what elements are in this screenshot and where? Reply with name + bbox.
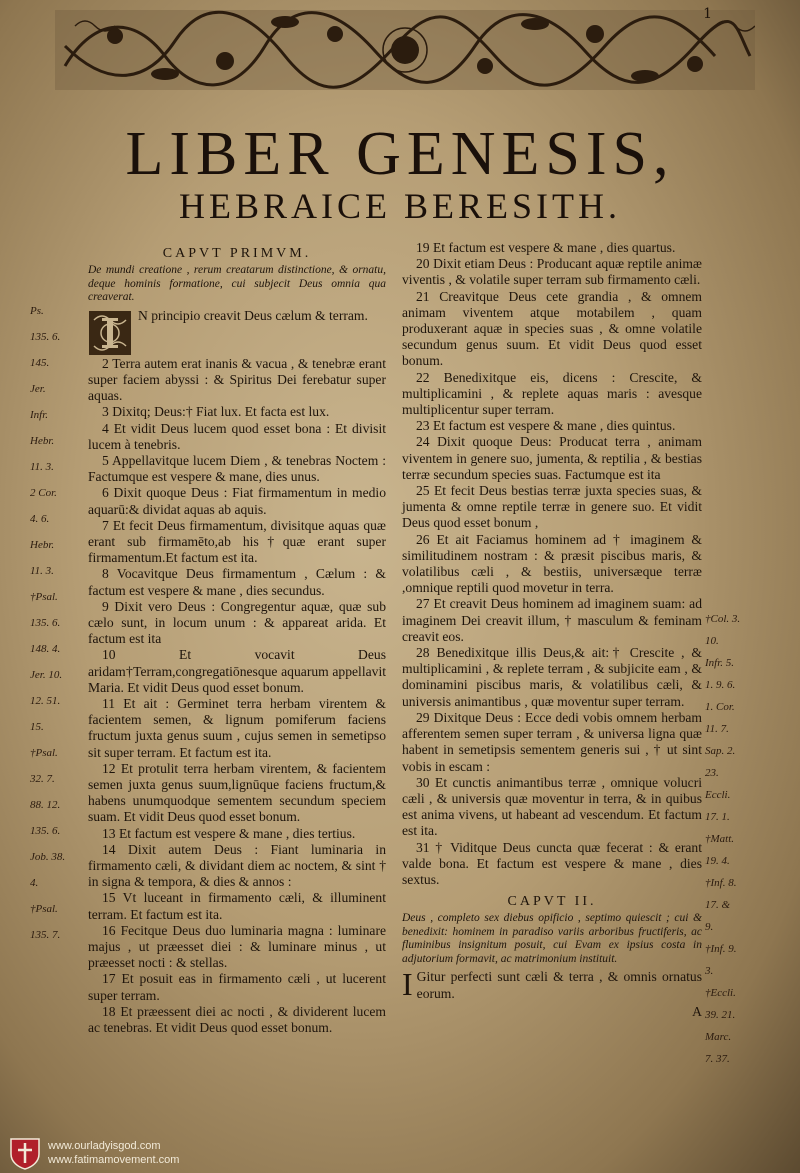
- verse-13: 13 Et factum est vespere & mane , dies tertius.: [102, 825, 356, 841]
- verse-25: 25 Et fecit Deus bestias terræ juxta species suas, & jumenta & omne reptile terræ in genere suo. Et vidit Deus quod esset bonum ,: [402, 483, 702, 531]
- right-margin-note: †Col. 3.: [705, 613, 741, 625]
- left-margin-note: †Psal.: [30, 591, 58, 603]
- verse-3: 3 Dixitq; Deus:† Fiat lux. Et facta est lux.: [102, 404, 330, 420]
- verse-19: 19 Et factum est vespere & mane , dies quartus.: [416, 240, 676, 255]
- right-margin-note: 1. 9. 6.: [705, 679, 736, 691]
- left-margin-note: 12. 51.: [30, 695, 61, 707]
- left-margin-note: 135. 6.: [30, 331, 61, 343]
- book-title: LIBER GENESIS,: [125, 120, 675, 188]
- left-margin-note: 11. 3.: [30, 461, 54, 473]
- right-margin-note: 17. 1.: [705, 811, 730, 823]
- verse-8: 8 Vocavitque Deus firmamentum , Cælum : & factum est vespere & mane , dies secundus.: [88, 566, 386, 598]
- right-margin-note: 17. &: [705, 899, 731, 911]
- left-margin-note: 11. 3.: [30, 565, 54, 577]
- left-margin-note: 2 Cor.: [30, 487, 57, 499]
- verse-21: 21 Creavitque Deus cete grandia , & omnem animam viventem atque motabilem , quam produxerant aquæ in species suas , & omne volatile secundum genus suum. Et vidit Deus quod esset bonum.: [402, 288, 702, 369]
- verse-29: 29 Dixitque Deus : Ecce dedi vobis omnem herbam afferentem semen super terram , & universa ligna quæ habent in semetipsis sementem generis sui , † ut sint vobis in escam :: [402, 709, 702, 774]
- right-margin-note: †Eccli.: [705, 987, 736, 999]
- left-margin-note: Job. 38.: [30, 851, 66, 863]
- verse-1-block: [88, 308, 386, 356]
- verse-10: 10 Et vocavit Deus aridam†Terram,congregatiōnesque aquarum appellavit Maria. Et vidit Deus quod esset bonum.: [88, 647, 386, 695]
- left-margin-notes: [30, 305, 86, 955]
- book-subtitle: HEBRAICE BERESITH.: [178, 186, 621, 226]
- right-margin-note: 23.: [705, 767, 719, 779]
- verse-26: 26 Et ait Faciamus hominem ad † imaginem & similitudinem nostram : & præsit piscibus maris, & volatilibus cæli , & bestiis, universæque terræ ,omnique reptili quod movetur in terra.: [402, 531, 702, 596]
- verse-22: 22 Benedixitque eis, dicens : Crescite, & multiplicamini , & replete aquas maris : avesque multiplicentur super terram.: [402, 369, 702, 418]
- verse-12: 12 Et protulit terra herbam virentem, & facientem semen juxta genus suum,lignūque faciens fructum,& habens unumquodque sementem secundum speciem suam. Et vidit Deus quod esset bonum.: [88, 760, 386, 825]
- verse-27: 27 Et creavit Deus hominem ad imaginem suam: ad imaginem Dei creavit illum, † masculum & feminam creavit eos.: [402, 596, 702, 644]
- decorative-header-ornament: [55, 6, 755, 94]
- right-margin-note: Infr. 5.: [705, 657, 735, 669]
- verse-4: 4 Et vidit Deus lucem quod esset bona : Et divisit lucem à tenebris.: [88, 420, 386, 452]
- right-margin-note: 11. 7.: [705, 723, 729, 735]
- right-margin-note: Sap. 2.: [705, 745, 736, 757]
- catchword: A: [692, 1003, 702, 1019]
- page-number: 1: [703, 6, 712, 22]
- verse-23: 23 Et factum est vespere & mane , dies quintus.: [416, 418, 676, 434]
- left-margin-note: 135. 6.: [30, 617, 61, 629]
- left-margin-note: †Psal.: [30, 903, 58, 915]
- left-margin-note: 15.: [30, 721, 44, 733]
- left-margin-note: 135. 6.: [30, 825, 61, 837]
- verse-31: 31 † Viditque Deus cuncta quæ fecerat : & erant valde bona. Et factum est vespere & mane , dies sextus.: [402, 839, 702, 887]
- verse-9: 9 Dixit vero Deus : Congregentur aquæ, quæ sub cælo sunt, in locum unum : & appareat arida. Et factum est ita: [88, 598, 386, 647]
- verse-1: N principio creavit Deus cælum & terram.: [138, 307, 368, 323]
- left-margin-note: 145.: [30, 357, 50, 369]
- left-margin-note: Ps.: [30, 305, 44, 317]
- chapter-heading: CAPVT PRIMVM.: [162, 246, 312, 261]
- verse-5: 5 Appellavitque lucem Diem , & tenebras Noctem : Factumque est vespere & mane, dies unus.: [88, 452, 386, 485]
- right-margin-note: Marc.: [705, 1031, 732, 1043]
- left-margin-note: Hebr.: [30, 435, 55, 447]
- verse-15: 15 Vt luceant in firmamento cæli, & illuminent terram. Et factum est ita.: [88, 890, 386, 922]
- shield-logo-icon: [8, 1136, 42, 1170]
- right-margin-note: †Inf. 9.: [705, 943, 737, 955]
- left-margin-note: Infr.: [30, 409, 49, 421]
- left-margin-note: 148. 4.: [30, 643, 61, 655]
- right-margin-note: 39. 21.: [705, 1009, 736, 1021]
- left-column: [88, 240, 386, 1036]
- verse-7: 7 Et fecit Deus firmamentum, divisitque aquas quæ erant sub firmamēto,ab his†quæ erant super firmamentum.Et factum est ita.: [88, 517, 386, 566]
- right-margin-note: Eccli.: [705, 789, 731, 801]
- verse-20: 20 Dixit etiam Deus : Producant aquæ reptile animæ viventis , & volatile super terram sub firmamento cæli.: [402, 256, 702, 288]
- chapter-2-verse-1: [402, 966, 702, 1003]
- left-margin-note: Jer.: [30, 383, 46, 395]
- footer-urls: [48, 1139, 179, 1167]
- verse-17: 17 Et posuit eas in firmamento cæli , ut lucerent super terram.: [88, 971, 386, 1003]
- verse-28: 28 Benedixitque illis Deus,& ait:† Crescite , & multiplicamini , & replete terram , & subjicite eam , & dominamini piscibus maris, & volatilibus cæli, & universis animantibus , quæ moventur super terram.: [402, 645, 702, 709]
- chapter-2-heading: CAPVT II.: [507, 894, 597, 910]
- right-column: [402, 240, 702, 1020]
- right-margin-note: 9.: [705, 921, 714, 933]
- left-margin-note: 4.: [30, 877, 39, 889]
- verse-6: 6 Dixit quoque Deus : Fiat firmamentum in medio aquarū:& dividat aquas ab aquis.: [88, 485, 386, 517]
- right-margin-note: 10.: [705, 635, 719, 647]
- left-margin-note: 135. 7.: [30, 929, 61, 941]
- verse-18: 18 Et præessent diei ac nocti , & dividerent lucem ac tenebras. Et vidit Deus quod esset bonum.: [88, 1003, 386, 1036]
- verse-11: 11 Et ait : Germinet terra herbam virentem & facientem semen, & lignum pomiferum faciens fructum juxta genus suum , cujus semen in semetipso sit super terram. Et factum est ita.: [88, 695, 386, 760]
- footer-url-1[interactable]: www.ourladyisgod.com: [48, 1140, 161, 1152]
- left-margin-note: 88. 12.: [30, 799, 61, 811]
- right-margin-note: 7. 37.: [705, 1053, 730, 1065]
- verse-2: 2 Terra autem erat inanis & vacua , & tenebræ erant super faciem abyssi : & Spiritus Dei ferebatur super aquas.: [88, 355, 386, 404]
- right-margin-note: 19. 4.: [705, 855, 730, 867]
- left-margin-note: 32. 7.: [30, 773, 55, 785]
- chapter-argument: De mundi creatione , rerum creatarum distinctione, & ornatu, deque hominis formatione, cui subjecit Deus omnia qua creaverat.: [88, 264, 386, 304]
- left-margin-note: †Psal.: [30, 747, 58, 759]
- right-margin-note: 1. Cor.: [705, 701, 735, 713]
- left-margin-note: Jer. 10.: [30, 669, 63, 681]
- left-margin-note: 4. 6.: [30, 513, 50, 525]
- right-margin-note: †Inf. 8.: [705, 877, 737, 889]
- footer-url-2[interactable]: www.fatimamovement.com: [48, 1154, 180, 1166]
- chapter-2-verse-1-text: Gitur perfecti sunt cæli & terra , & omnis ornatus eorum.: [416, 969, 702, 1001]
- right-margin-notes: [705, 613, 765, 1075]
- verse-30: 30 Et cunctis animantibus terræ , omnique volucri cæli , & universis quæ moventur in terra, & in quibus est anima vivens, ut habeant ad vescendum. Et factum est ita.: [402, 774, 702, 839]
- verse-24: 24 Dixit quoque Deus: Producat terra , animam viventem in genere suo, jumenta, & reptilia , & bestias terræ secundum species suas. Factumque est ita: [402, 434, 702, 482]
- verse-16: 16 Fecitque Deus duo luminaria magna : luminare majus , ut præesset diei : & luminare minus , ut præesset nocti : & stellas.: [88, 922, 386, 971]
- chapter-2-argument: Deus , completo sex diebus opificio , septimo quiescit ; cui & benedixit: hominem in paradiso variis arboribus fructiferis, ac fluminibus insignitum posuit, cui Evam ex ipsius costa in adjutorium formavit, ac matrimonium instituit.: [402, 912, 702, 965]
- right-margin-note: †Matt.: [705, 833, 735, 845]
- initial-letter-i-icon: I: [402, 966, 413, 1003]
- left-margin-note: Hebr.: [30, 539, 55, 551]
- decorated-initial-icon: [88, 310, 132, 356]
- right-margin-note: 3.: [705, 965, 714, 977]
- verse-14: 14 Dixit autem Deus : Fiant luminaria in firmamento cæli, & dividant diem ac noctem, & sint † in signa & tempora, & dies & annos :: [88, 841, 386, 890]
